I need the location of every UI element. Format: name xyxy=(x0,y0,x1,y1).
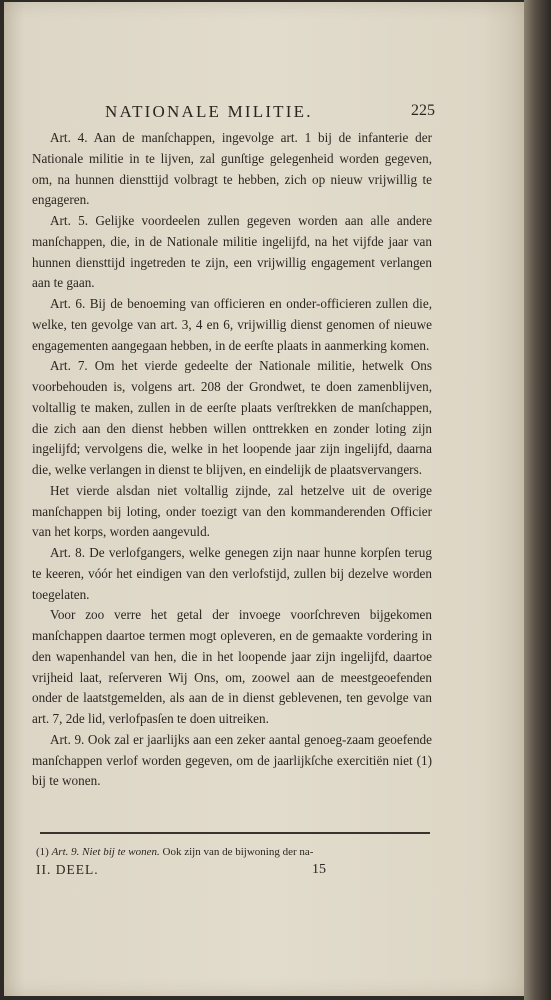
page-number: 225 xyxy=(411,102,435,119)
running-head xyxy=(105,102,435,126)
paragraph-art-8-cont: Voor zoo verre het getal der invoege voorſchreven bijgekomen manſchappen daartoe termen mogt opleveren, en de gemaakte vordering in den wapenhandel van hen, die in het loopende jaar zijn ingelijfd, daartoe vrijheid laat, reſerveren Wij Ons, om, zoowel aan de meestgeoefenden onder de laatstgemelden, als aan de in dienst geblevenen, ten gevolge van art. 7, 2de lid, verlofpasſen te doen uitreiken. xyxy=(32,607,432,726)
paragraph-art-6: Art. 6. Bij de benoeming van officieren en onder-officieren zullen die, welke, ten gevolge van art. 3, 4 en 6, vrijwillig dienst genomen of nieuwe engagementen aangegaan hebben, in de eerſte plaats in aanmerking komen. xyxy=(32,296,432,353)
signature-mark: II. DEEL. xyxy=(36,862,99,877)
footnote-text: Ook zijn van de bijwoning der na- xyxy=(162,846,314,858)
paragraph-art-5: Art. 5. Gelijke voordeelen zullen gegeven worden aan alle andere manſchappen, die, in de Nationale militie ingelijfd, na het vijfde jaar van hunnen diensttijd ingetreden te zijn, een vrijwillig engagement verlangen aan te gaan. xyxy=(32,213,432,291)
gathering-number: 15 xyxy=(312,862,326,877)
paragraph-art-7: Art. 7. Om het vierde gedeelte der Nationale militie, hetwelk Ons voorbehouden is, volgens art. 208 der Grondwet, te doen zamenblijven, voltallig te maken, zullen in de eerſte plaats verſtrekken de manſchappen, die zich aan den dienst hebben willen onttrekken en zonder loting zijn ingelijfd; vervolgens die, welke in het loopende jaar zijn ingelijfd, daarna die, welke verlangen in dienst te blijven, en eindelijk de plaatsvervangers. xyxy=(32,358,432,477)
paragraph-art-9: Art. 9. Ook zal er jaarlijks aan een zeker aantal genoeg-zaam geoefende manſchappen verlof worden gegeven, om de jaarlijkſche exercitiën niet (1) bij te wonen. xyxy=(32,731,432,789)
body-text xyxy=(32,128,432,792)
book-edge xyxy=(524,0,551,1000)
footnote-emphasis: Niet bij te wonen. xyxy=(82,846,160,858)
footnote-rule xyxy=(40,832,430,834)
footnote-ref: Art. 9. xyxy=(51,846,80,858)
paragraph-art-8: Art. 8. De verlofgangers, welke genegen zijn naar hunne korpſen terug te keeren, vóór het eindigen van den verlofstijd, zullen bij dezelve worden toegelaten. xyxy=(32,545,432,602)
running-title: NATIONALE MILITIE. xyxy=(105,102,313,121)
paragraph-art-7-cont: Het vierde alsdan niet voltallig zijnde, zal hetzelve uit de overige manſchappen bij loting, onder toezigt van den kommanderenden Officier van het korps, worden aangevuld. xyxy=(32,482,432,540)
paragraph-art-4: Art. 4. Aan de manſchappen, ingevolge art. 1 bij de infanterie der Nationale militie in te lijven, zal gunſtige gelegenheid worden gegeven, om, na hunnen diensttijd volbragt te hebben, zich op nieuw vrijwillig te engageren. xyxy=(32,130,432,208)
footnote-marker: (1) xyxy=(36,846,49,858)
footnote xyxy=(36,846,436,858)
